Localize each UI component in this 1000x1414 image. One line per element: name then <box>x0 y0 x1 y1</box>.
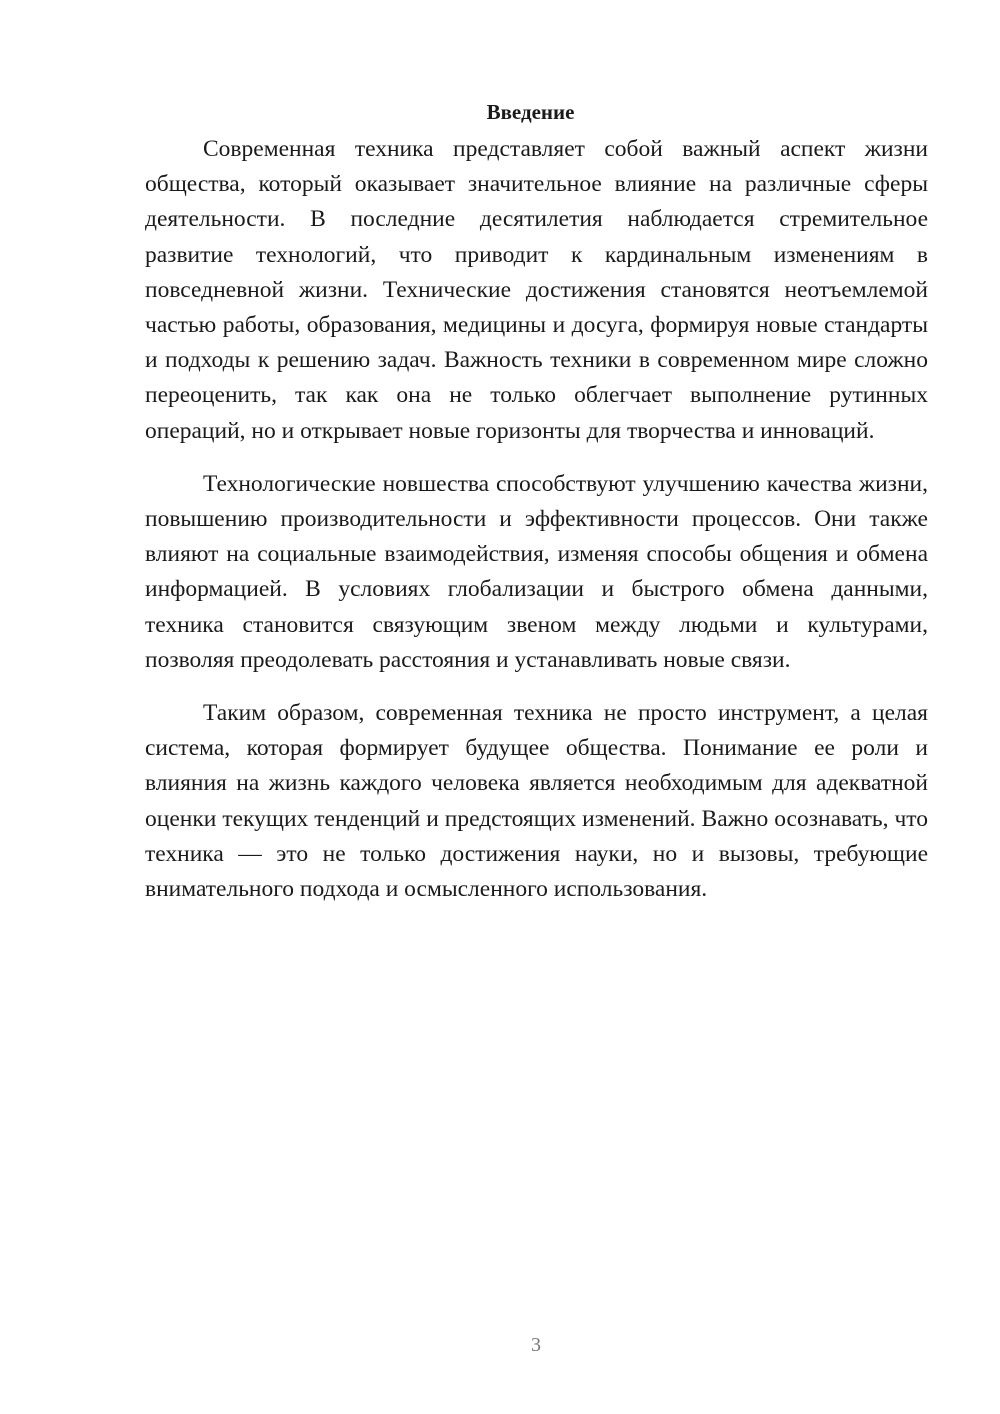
page-number: 3 <box>531 1334 541 1356</box>
paragraph-3: Таким образом, современная техника не просто инструмент, а целая система, которая формирует будущее общества. Понимание ее роли и влияния на жизнь каждого человека является необходимым для адекватной оценки текущих тенденций и предстоящих изменений. Важно осознавать, что техника — это не только достижения науки, но и вызовы, требующие внимательного подхода и осмысленного использования. <box>145 700 928 903</box>
page-content <box>145 98 928 907</box>
paragraph-2: Технологические новшества способствуют улучшению качества жизни, повышению производительности и эффективности процессов. Они также влияют на социальные взаимодействия, изменяя способы общения и обмена информацией. В условиях глобализации и быстрого обмена данными, техника становится связующим звеном между людьми и культурами, позволяя преодолевать расстояния и устанавливать новые связи. <box>145 470 928 673</box>
paragraph-1: Современная техника представляет собой важный аспект жизни общества, который оказывает значительное влияние на различные сферы деятельности. В последние десятилетия наблюдается стремительное развитие технологий, что приводит к кардинальным изменениям в повседневной жизни. Технические достижения становятся неотъемлемой частью работы, образования, медицины и досуга, формируя новые стандарты и подходы к решению задач. Важность техники в современном мире сложно переоценить, так как она не только облегчает выполнение рутинных операций, но и открывает новые горизонты для творчества и инноваций. <box>145 136 928 444</box>
section-title: Введение <box>486 100 575 124</box>
